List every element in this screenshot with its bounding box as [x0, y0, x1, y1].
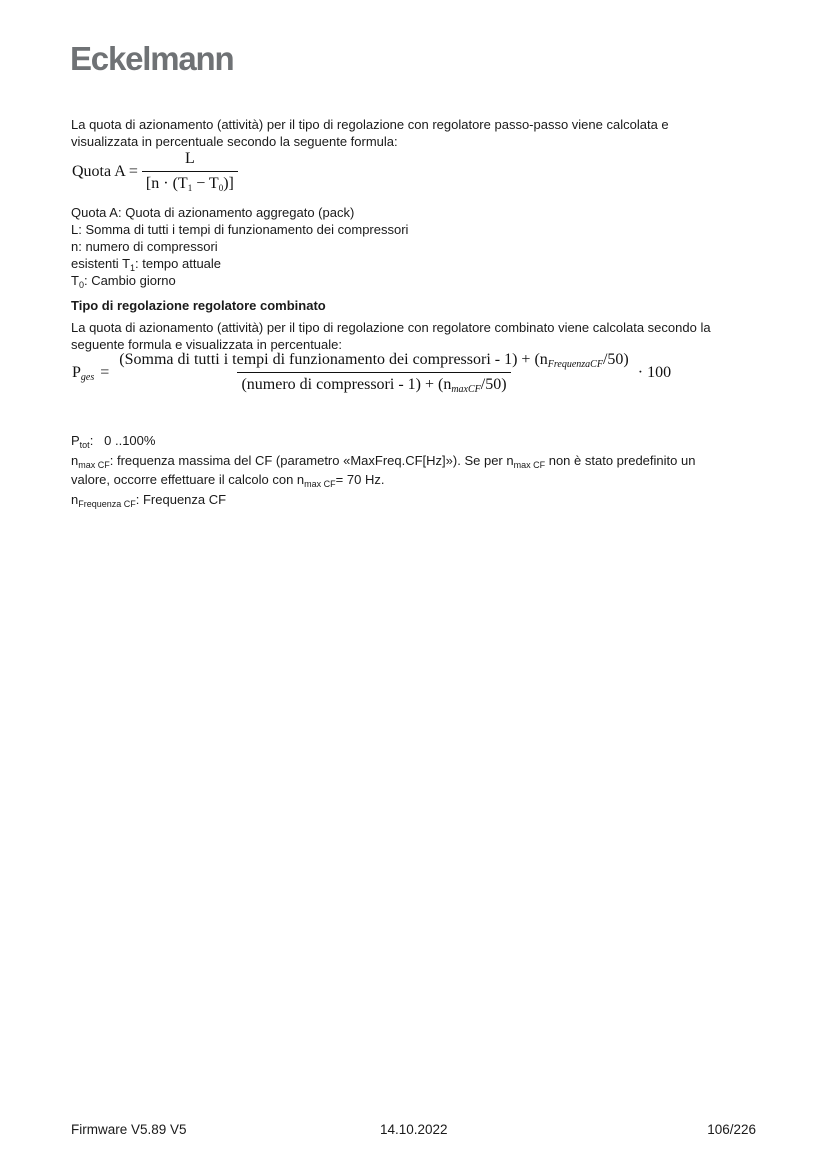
num-sub: FrequenzaCF	[547, 359, 603, 370]
formula-pges-lhs	[72, 364, 94, 382]
num-part: (Somma di tutti i tempi di funzionamento dei compressori - 1) + (n	[119, 351, 548, 368]
nmax-text: : frequenza massima del CF (parametro «MaxFreq.CF[Hz]»). Se per n	[109, 453, 514, 468]
nmax-sub: max CF	[304, 479, 336, 489]
den-sub-0: 0	[218, 183, 224, 193]
legend-ptot	[71, 432, 771, 449]
den-part: − T	[192, 175, 219, 192]
legend-nmax	[71, 452, 771, 469]
t0-pre: T	[71, 273, 79, 288]
nfreq-sub: Frequenza CF	[78, 499, 136, 509]
legend-n: n: numero di compressori	[71, 239, 218, 254]
t0-post: : Cambio giorno	[83, 273, 176, 288]
nfreq-text: : Frequenza CF	[135, 492, 227, 507]
intro-2-line-2: seguente formula e visualizzata in percentuale:	[71, 337, 342, 352]
den-sub-1: 1	[187, 183, 193, 193]
legend-list-2	[71, 432, 771, 508]
footer-page-number: 106/226	[707, 1122, 756, 1137]
formula-pges-denominator	[237, 372, 510, 394]
formula-quota-a	[72, 150, 238, 193]
legend-quota: Quota A: Quota di azionamento aggregato (pack)	[71, 205, 355, 220]
nmax-sub: max CF	[513, 460, 546, 470]
nmax-line2-pre: valore, occorre effettuare il calcolo con n	[71, 472, 305, 487]
nfreq-n: n	[71, 492, 79, 507]
formula-pges-numerator	[115, 351, 632, 372]
legend-list-1	[71, 204, 771, 289]
pges-sub: ges	[80, 371, 95, 383]
nmax-text: non è stato predefinito un	[545, 453, 696, 468]
t1-post: : tempo attuale	[135, 256, 222, 271]
nmax-n: n	[71, 453, 79, 468]
legend-nmax-line2	[71, 471, 771, 488]
ptot-value: : 0 ..100%	[89, 433, 156, 448]
legend-t1	[71, 255, 771, 272]
formula-pges-fraction	[115, 351, 632, 394]
formula-quota-lhs: Quota A =	[72, 162, 138, 180]
eckelmann-logo: Eckelmann	[70, 40, 234, 77]
formula-pges	[72, 351, 671, 394]
num-part: /50)	[602, 351, 629, 368]
pges-p: P	[72, 363, 81, 381]
footer-firmware: Firmware V5.89 V5	[71, 1122, 187, 1137]
footer-date: 14.10.2022	[380, 1122, 448, 1137]
intro-paragraph-2	[71, 319, 771, 353]
ptot-sub: tot	[79, 440, 90, 450]
legend-t0	[71, 272, 771, 289]
intro-2-line-1: La quota di azionamento (attività) per il tipo di regolazione con regolatore combinato viene calcolata secondo la	[71, 320, 711, 335]
t0-sub: 0	[78, 280, 84, 290]
ptot-p: P	[71, 433, 80, 448]
formula-pges-tail: · 100	[637, 363, 672, 381]
section-heading-combinato: Tipo di regolazione regolatore combinato	[71, 298, 326, 313]
intro-1-line-1: La quota di azionamento (attività) per il tipo di regolazione con regolatore passo-passo viene calcolata e	[71, 117, 669, 132]
den-part: [n · (T	[145, 175, 188, 192]
den-part: )]	[223, 175, 234, 192]
nmax-line2-post: = 70 Hz.	[335, 472, 385, 487]
legend-l: L: Somma di tutti i tempi di funzionamento dei compressori	[71, 222, 409, 237]
den-part: /50)	[480, 376, 507, 393]
formula-quota-denominator	[142, 171, 238, 193]
den-sub: maxCF	[451, 384, 481, 395]
t1-pre: esistenti T	[71, 256, 131, 271]
nmax-sub: max CF	[78, 460, 110, 470]
formula-quota-numerator: L	[185, 150, 195, 167]
formula-quota-fraction	[142, 150, 238, 193]
intro-1-line-2: visualizzata in percentuale secondo la seguente formula:	[71, 134, 398, 149]
intro-paragraph-1	[71, 116, 771, 150]
t1-sub: 1	[130, 263, 136, 273]
den-part: (numero di compressori - 1) + (n	[241, 376, 452, 393]
formula-pges-equals: =	[100, 363, 110, 381]
legend-nfreq	[71, 491, 771, 508]
